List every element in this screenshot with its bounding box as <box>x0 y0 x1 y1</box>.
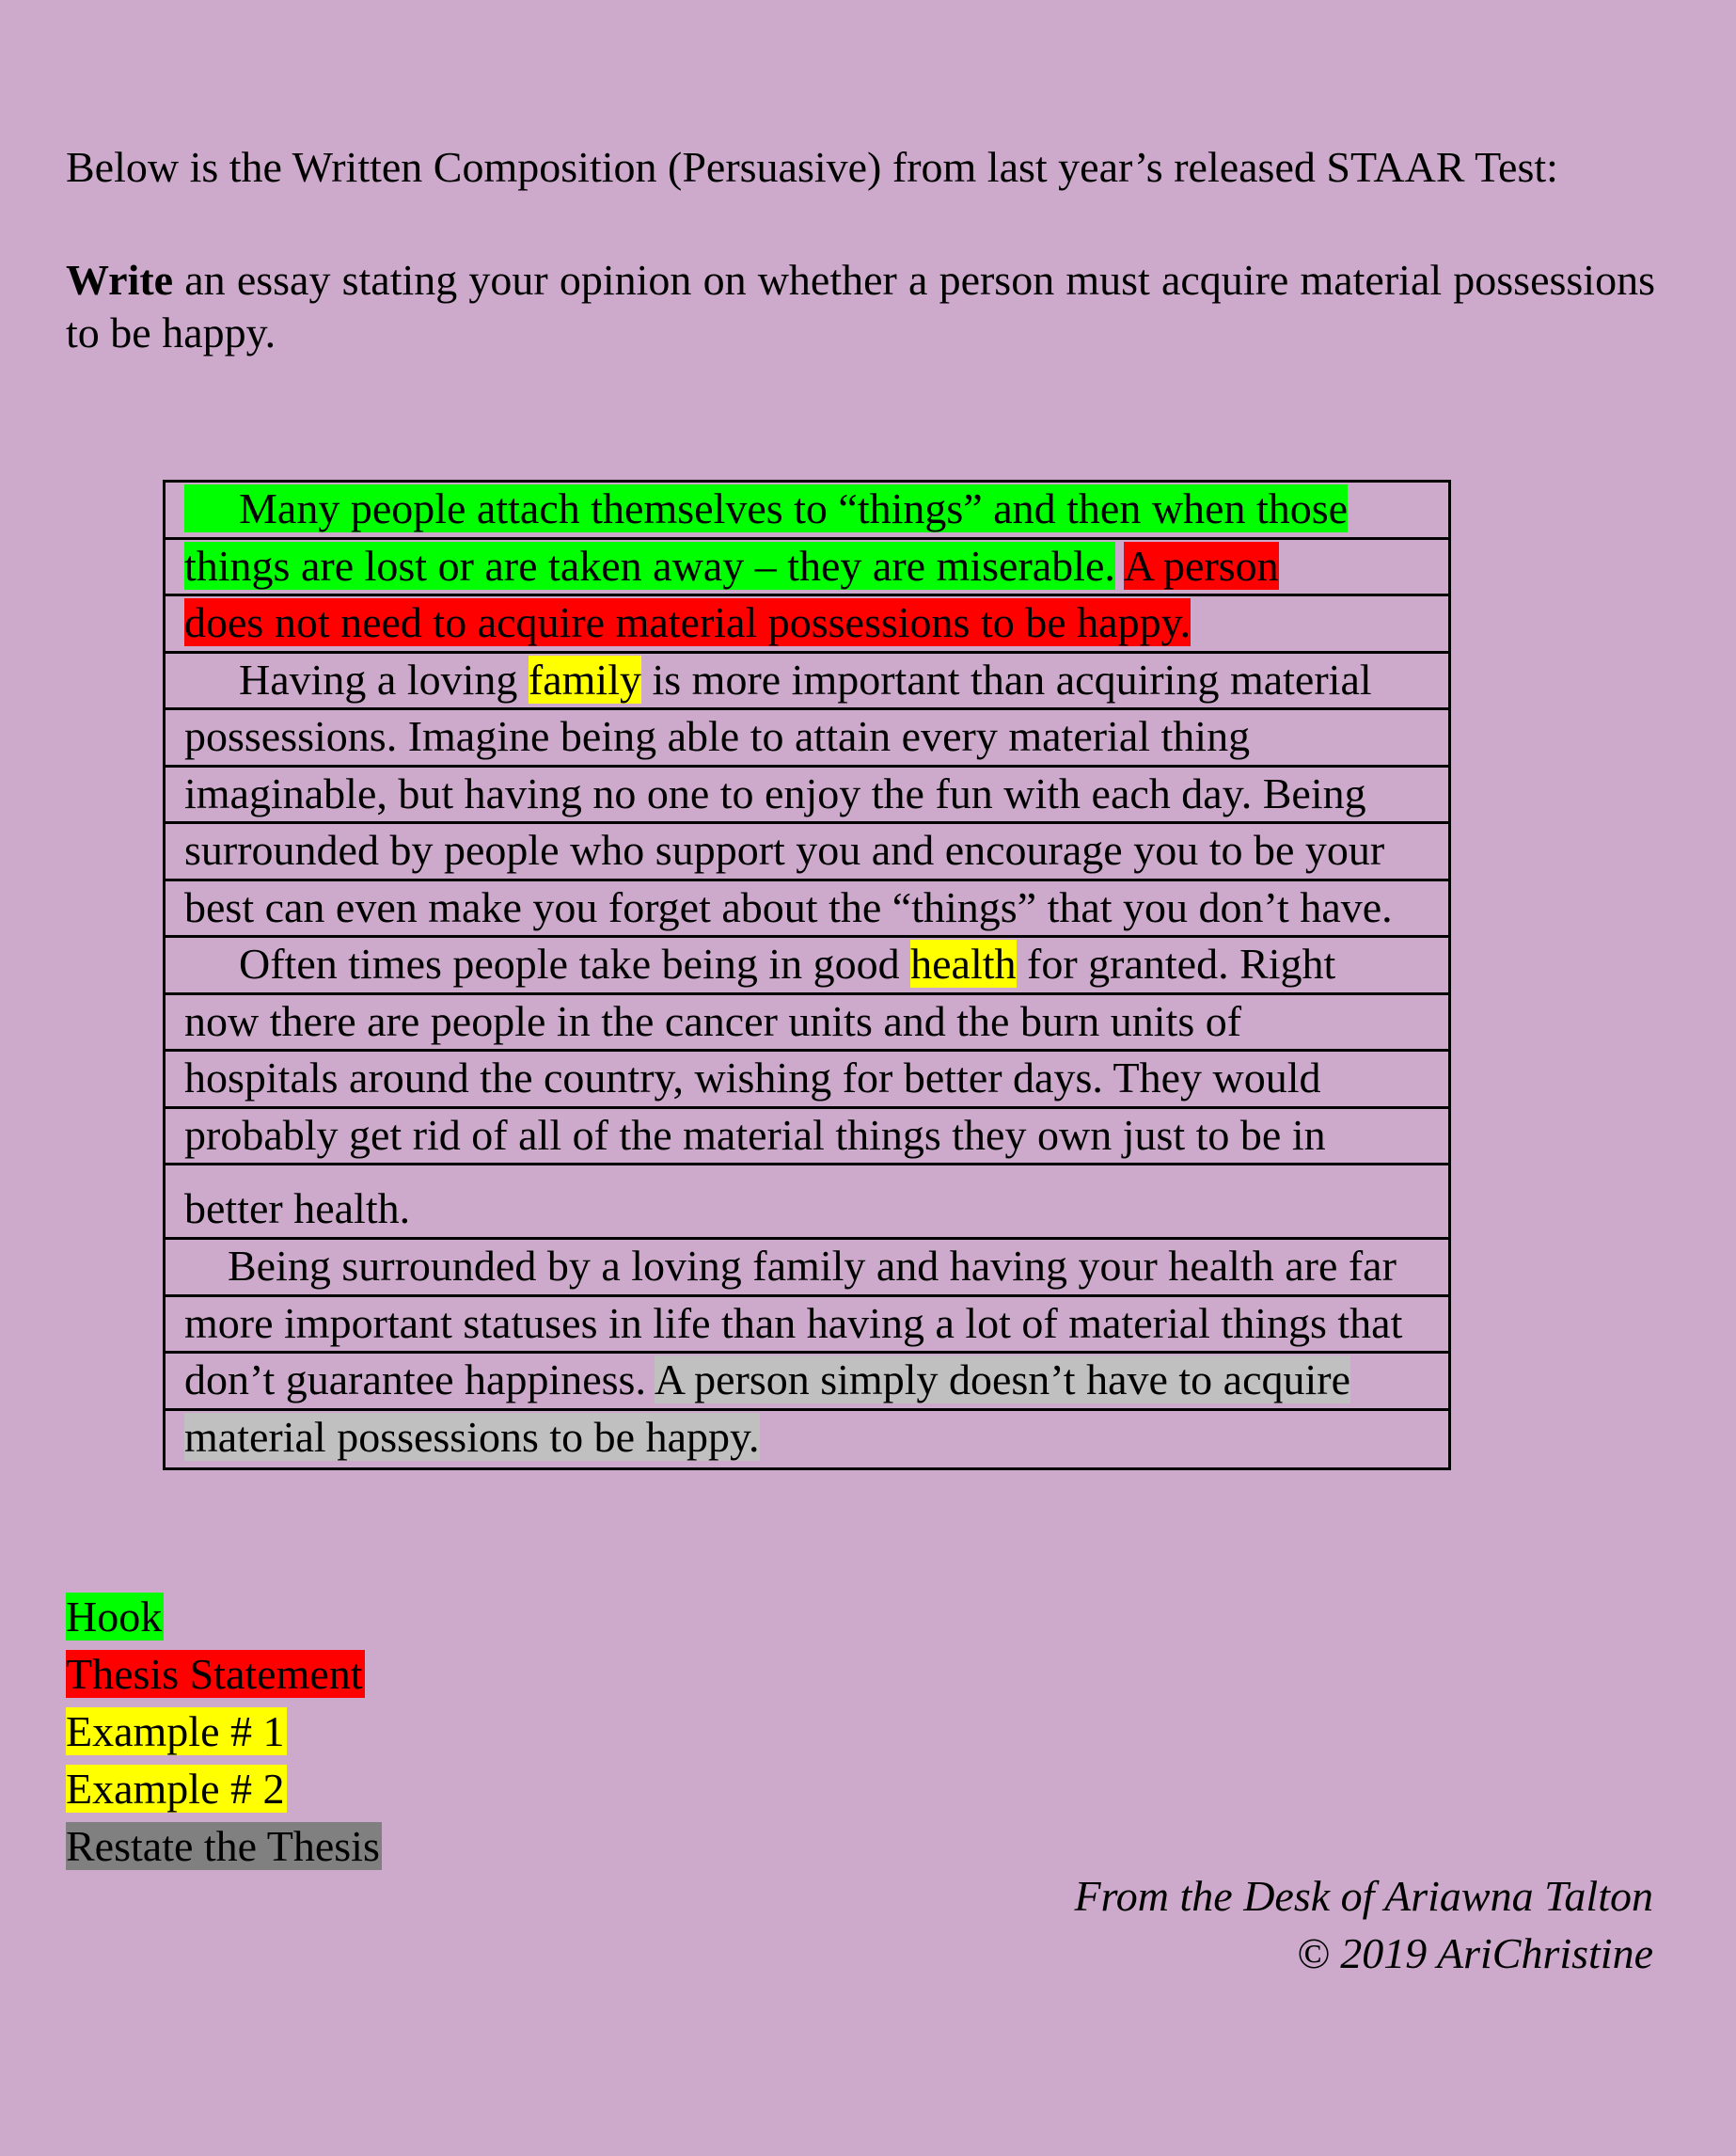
essay-line: better health. <box>166 1165 1448 1240</box>
sample-essay-box <box>163 480 1451 1470</box>
essay-line: more important statuses in life than having a lot of material things that <box>166 1297 1448 1355</box>
author-credit <box>1075 1867 1654 1982</box>
legend-label: Example # 2 <box>66 1765 285 1813</box>
credit-author: From the Desk of Ariawna Talton <box>1074 1872 1653 1920</box>
essay-line <box>166 654 1448 711</box>
essay-line: probably get rid of all of the material things they own just to be in <box>166 1109 1448 1166</box>
essay-text: Having a loving <box>239 655 529 704</box>
essay-line <box>166 1411 1448 1468</box>
essay-line <box>166 1354 1448 1411</box>
essay-line: surrounded by people who support you and encourage you to be your <box>166 824 1448 881</box>
essay-line <box>166 1240 1448 1297</box>
prompt-text: an essay stating your opinion on whether a person must acquire material possessions to be happy. <box>66 256 1655 357</box>
legend-item-thesis <box>66 1645 382 1703</box>
essay-line: best can even make you forget about the “things” that you don’t have. <box>166 881 1448 939</box>
hook-text: Many people attach themselves to “things” and then when those <box>239 484 1349 532</box>
prompt-bold-word: Write <box>66 256 174 304</box>
example-2-text: health <box>910 940 1017 988</box>
essay-text: Being surrounded by a loving family and having your health are far <box>228 1242 1397 1290</box>
essay-prompt <box>66 254 1655 359</box>
essay-line: imaginable, but having no one to enjoy the fun with each day. Being <box>166 768 1448 825</box>
essay-text: Often times people take being in good <box>239 940 911 988</box>
essay-line <box>166 483 1448 540</box>
legend-label: Restate the Thesis <box>66 1822 380 1870</box>
credit-copyright: © 2019 AriChristine <box>1296 1929 1653 1977</box>
essay-line: hospitals around the country, wishing for better days. They would <box>166 1052 1448 1109</box>
essay-line <box>166 938 1448 995</box>
legend-item-example-2 <box>66 1760 382 1817</box>
thesis-text: A person <box>1123 541 1279 590</box>
essay-line <box>166 540 1448 597</box>
essay-text: don’t guarantee happiness. <box>184 1355 655 1403</box>
color-legend <box>66 1588 382 1875</box>
legend-item-example-1 <box>66 1703 382 1760</box>
legend-label: Thesis Statement <box>66 1650 363 1698</box>
essay-line: possessions. Imagine being able to attain every material thing <box>166 710 1448 768</box>
restate-text: A person simply doesn’t have to acquire <box>654 1355 1351 1403</box>
intro-text: Below is the Written Composition (Persuasive) from last year’s released STAAR Test: <box>66 143 1558 191</box>
hook-text: things are lost or are taken away – they are miserable. <box>184 541 1115 590</box>
legend-item-hook <box>66 1588 382 1645</box>
essay-text: for granted. Right <box>1016 940 1336 988</box>
essay-text: is more important than acquiring material <box>640 655 1372 704</box>
restate-text: material possessions to be happy. <box>184 1412 760 1461</box>
thesis-text: does not need to acquire material possessions to be happy. <box>184 598 1192 646</box>
essay-line: now there are people in the cancer units and the burn units of <box>166 995 1448 1053</box>
essay-line <box>166 596 1448 654</box>
legend-item-restate <box>66 1817 382 1875</box>
example-1-text: family <box>528 655 641 704</box>
legend-label: Example # 1 <box>66 1707 285 1755</box>
legend-label: Hook <box>66 1593 163 1641</box>
